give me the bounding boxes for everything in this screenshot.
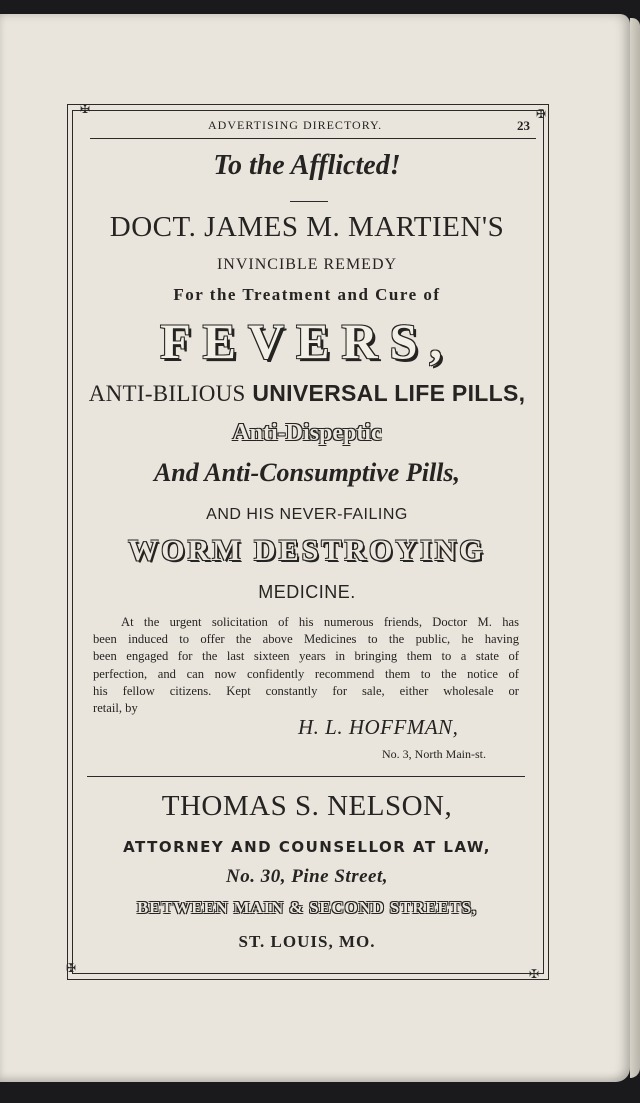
headline-divider (290, 201, 328, 202)
medicine-line: MEDICINE. (258, 582, 356, 602)
section-divider (87, 776, 525, 777)
page-number: 23 (517, 118, 530, 133)
fevers-display: FEVERS, (160, 313, 454, 369)
page-edge (630, 18, 640, 1078)
life-pills-line (72, 380, 542, 407)
corner-ornament-top-left: ✠ (80, 102, 91, 116)
ad-headline: To the Afflicted! (213, 150, 401, 181)
attorney-profession: ATTORNEY AND COUNSELLOR AT LAW, (123, 838, 491, 856)
header-rule (90, 138, 536, 139)
paragraph-line: retail, by (93, 701, 138, 716)
agent-address: No. 3, North Main-st. (382, 747, 486, 761)
ad-paragraph (93, 614, 519, 717)
universal-life-pills-text: UNIVERSAL LIFE PILLS, (252, 380, 526, 406)
running-header: ADVERTISING DIRECTORY. (208, 118, 383, 132)
paragraph-line: been induced to offer the above Medicines to the public, he having (93, 632, 519, 647)
cross-streets: BETWEEN MAIN & SECOND STREETS, (137, 898, 477, 917)
corner-ornament-bottom-right: ✠ (529, 967, 540, 981)
remedy-title: INVINCIBLE REMEDY (216, 256, 398, 273)
paragraph-line: At the urgent solicitation of his numerous friends, Doctor M. has (121, 615, 519, 629)
corner-ornament-bottom-left: ✠ (66, 961, 77, 975)
attorney-name: THOMAS S. NELSON, (161, 790, 453, 822)
corner-ornament-top-right: ✠ (536, 107, 547, 121)
treatment-line: For the Treatment and Cure of (173, 285, 441, 304)
paragraph-line: been engaged for the last sixteen years in bringing them to a state of (93, 649, 519, 664)
never-failing-line: AND HIS NEVER-FAILING (206, 506, 408, 523)
worm-destroying-display: WORM DESTROYING (128, 534, 486, 567)
paragraph-line: perfection, and can now confidently recommend them to the notice of (93, 666, 519, 681)
paragraph-line: his fellow citizens. Kept constantly for sale, either wholesale or (93, 683, 519, 698)
city-line: ST. LOUIS, MO. (238, 932, 376, 951)
anti-dispeptic-display: Anti-Dispeptic (232, 420, 382, 446)
anti-bilious-text: ANTI-BILIOUS (88, 381, 246, 406)
anti-consumptive-line: And Anti-Consumptive Pills, (153, 458, 461, 487)
doctor-name: DOCT. JAMES M. MARTIEN'S (109, 211, 505, 243)
agent-name: H. L. HOFFMAN, (298, 715, 459, 739)
office-address: No. 30, Pine Street, (226, 866, 388, 887)
